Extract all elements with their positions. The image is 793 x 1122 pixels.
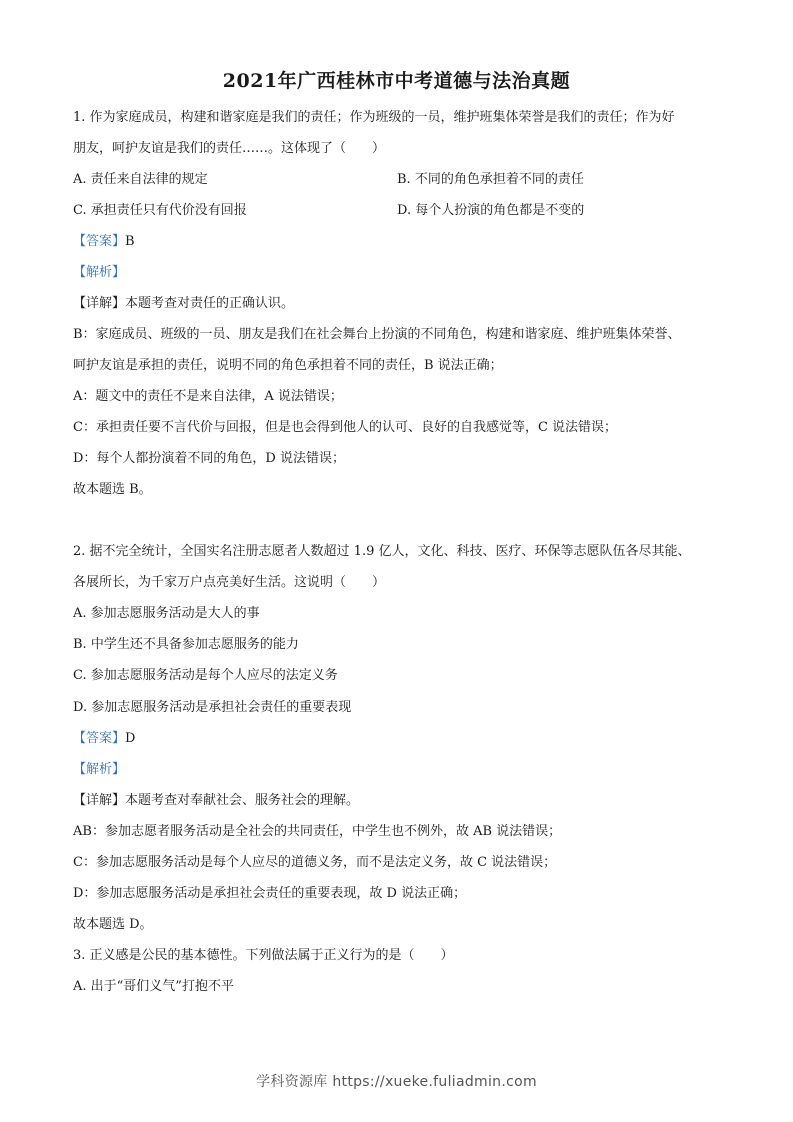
q3-stem: 3. 正义感是公民的基本德性。下列做法属于正义行为的是（ ）: [73, 948, 454, 963]
detail-tag: 【详解】: [73, 296, 126, 311]
answer-tag: 【答案】: [73, 234, 126, 249]
q1-explanation-a: A：题文中的责任不是来自法律，A 说法错误；: [73, 389, 343, 404]
q1-explanation-c: C：承担责任要不言代价与回报，但是也会得到他人的认可、良好的自我感觉等，C 说法错误；: [73, 420, 618, 435]
q1-option-c: C. 承担责任只有代价没有回报: [73, 203, 247, 218]
q2-stem-line2: 各展所长，为千家万户点亮美好生活。这说明（ ）: [73, 575, 386, 590]
q1-explanation-b-line1: B：家庭成员、班级的一员、朋友是我们在社会舞台上扮演的不同角色，构建和谐家庭、维护班集体荣誉、: [73, 327, 681, 342]
footer-watermark: 学科资源库 https://xueke.fuliadmin.com: [256, 1074, 537, 1090]
q2-explanation-ab: AB：参加志愿者服务活动是全社会的共同责任，中学生也不例外，故 AB 说法错误；: [73, 824, 562, 839]
q2-option-c: C. 参加志愿服务活动是每个人应尽的法定义务: [73, 668, 338, 683]
detail-tag: 【详解】: [73, 793, 126, 808]
q1-stem-line2: 朋友，呵护友谊是我们的责任……。这体现了（ ）: [73, 141, 386, 156]
page-title: 2021年广西桂林市中考道德与法治真题: [222, 70, 571, 92]
q2-conclusion: 故本题选 D。: [73, 917, 153, 932]
q1-analysis-tag: 【解析】: [73, 265, 126, 280]
q2-stem-line1: 2. 据不完全统计，全国实名注册志愿者人数超过 1.9 亿人，文化、科技、医疗、环保等志愿队伍各尽其能、: [73, 544, 691, 559]
q1-option-b: B. 不同的角色承担着不同的责任: [397, 172, 584, 187]
q1-explanation-b-line2: 呵护友谊是承担的责任，说明不同的角色承担着不同的责任，B 说法正确；: [73, 358, 503, 373]
q1-option-d: D. 每个人扮演的角色都是不变的: [397, 203, 585, 218]
q2-explanation-c: C：参加志愿服务活动是每个人应尽的道德义务，而不是法定义务，故 C 说法错误；: [73, 855, 557, 870]
q2-analysis-tag: 【解析】: [73, 762, 126, 777]
q1-answer: [73, 233, 135, 251]
detail-text: 本题考查对责任的正确认识。: [125, 296, 295, 311]
q1-explanation-d: D：每个人都扮演着不同的角色，D 说法错误；: [73, 451, 345, 466]
q1-conclusion: 故本题选 B。: [73, 482, 152, 497]
q1-detail: [73, 295, 294, 313]
answer-tag: 【答案】: [73, 731, 126, 746]
q1-stem-line1: 1. 作为家庭成员，构建和谐家庭是我们的责任；作为班级的一员，维护班集体荣誉是我们的责任；作为好: [73, 110, 675, 125]
answer-value: B: [125, 234, 135, 249]
q2-explanation-d: D：参加志愿服务活动是承担社会责任的重要表现，故 D 说法正确；: [73, 886, 467, 901]
q2-detail: [73, 792, 359, 810]
detail-text: 本题考查对奉献社会、服务社会的理解。: [125, 793, 360, 808]
q3-option-a: A. 出于“哥们义气”打抱不平: [73, 979, 234, 994]
q2-option-b: B. 中学生还不具备参加志愿服务的能力: [73, 637, 299, 652]
q2-option-d: D. 参加志愿服务活动是承担社会责任的重要表现: [73, 700, 352, 715]
q2-option-a: A. 参加志愿服务活动是大人的事: [73, 606, 260, 621]
q2-answer: [73, 730, 135, 748]
answer-value: D: [125, 731, 136, 746]
q1-option-a: A. 责任来自法律的规定: [73, 172, 208, 187]
